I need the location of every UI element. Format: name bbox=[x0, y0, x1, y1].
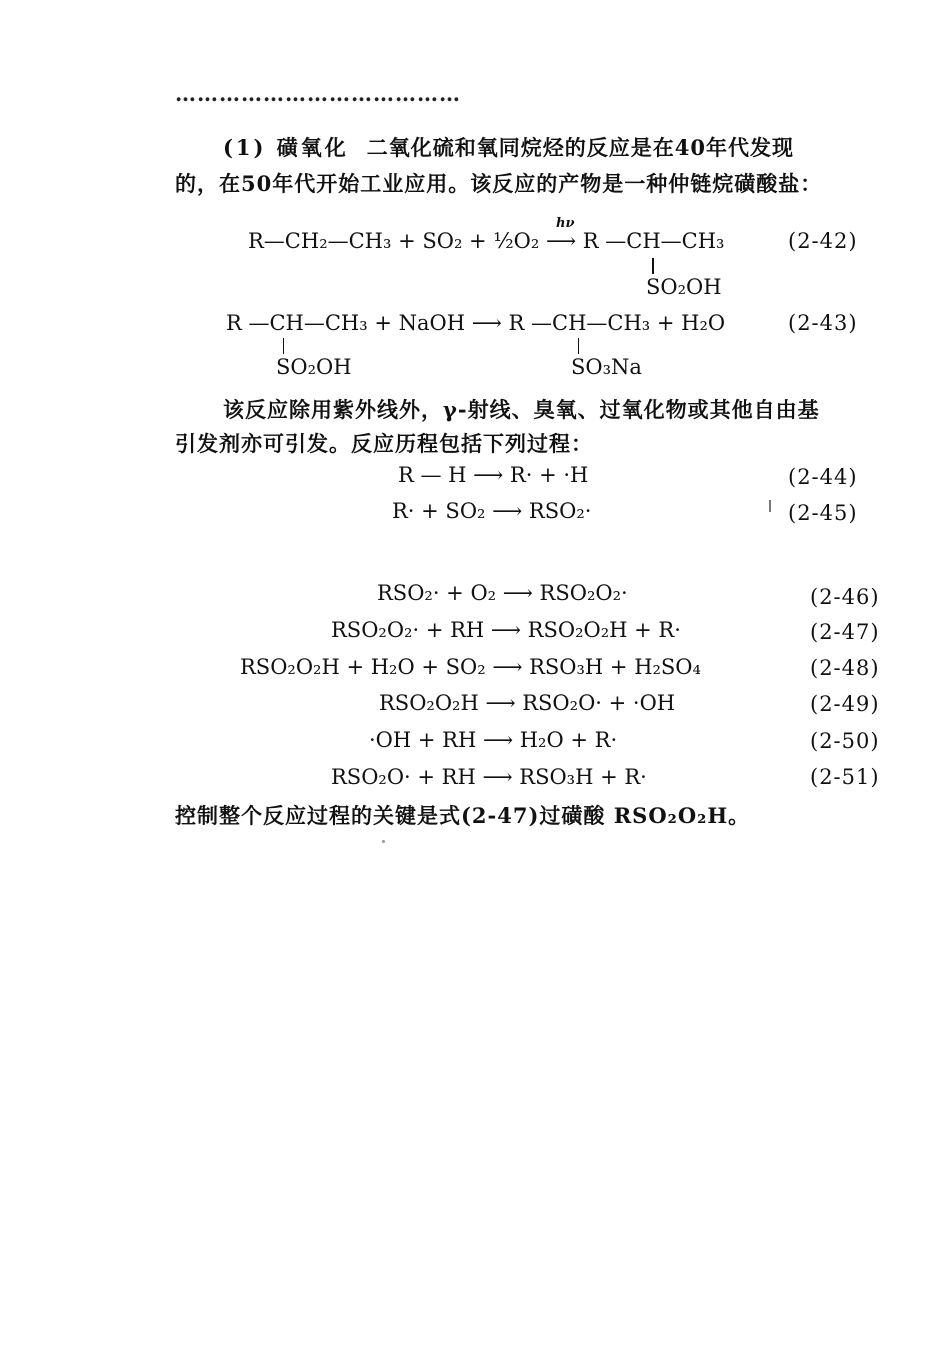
paragraph-2-line-2: 引发剂亦可引发。反应历程包括下列过程： bbox=[175, 431, 593, 456]
eq42-arrow-label: hν bbox=[556, 216, 575, 231]
scan-speck bbox=[382, 840, 385, 843]
eq48-number: (2-48) bbox=[810, 656, 880, 680]
eq45-number: (2-45) bbox=[788, 501, 858, 525]
equation-2-50: ·OH + RH ⟶ H₂O + R· bbox=[369, 728, 618, 752]
cut-off-top-line bbox=[175, 81, 495, 110]
equation-2-51: RSO₂O· + RH ⟶ RSO₃H + R· bbox=[331, 765, 647, 789]
eq43-reactant-bond bbox=[283, 338, 284, 354]
eq43-product-substituent: SO₃Na bbox=[571, 355, 642, 379]
eq42-number: (2-42) bbox=[788, 229, 858, 253]
section-lead: (1) 磺氧化 bbox=[223, 135, 349, 160]
conclusion-line: 控制整个反应过程的关键是式(2-47)过磺酸 RSO₂O₂H。 bbox=[175, 803, 751, 828]
eq44-number: (2-44) bbox=[788, 465, 858, 489]
eq42-arrow: ⟶ bbox=[539, 229, 583, 253]
eq42-product: R —CH—CH₃ bbox=[582, 229, 725, 253]
eq51-number: (2-51) bbox=[810, 765, 880, 789]
cut-off-top-line-text: ………………………………… bbox=[175, 81, 461, 106]
eq43-product: R —CH—CH₃ + H₂O bbox=[508, 311, 726, 335]
paragraph-1-line-2: 的，在50年代开始工业应用。该反应的产物是一种仲链烷磺酸盐： bbox=[175, 171, 823, 196]
eq49-number: (2-49) bbox=[810, 692, 880, 716]
eq43-product-bond bbox=[578, 338, 579, 354]
equation-2-48: RSO₂O₂H + H₂O + SO₂ ⟶ RSO₃H + H₂SO₄ bbox=[240, 655, 701, 679]
eq43-reactant-substituent: SO₂OH bbox=[276, 355, 352, 379]
equation-2-49: RSO₂O₂H ⟶ RSO₂O· + ·OH bbox=[379, 691, 676, 715]
equation-2-43 bbox=[226, 310, 725, 336]
eq42-bond-line bbox=[652, 258, 654, 274]
equation-2-46: RSO₂· + O₂ ⟶ RSO₂O₂· bbox=[377, 581, 628, 605]
eq43-reactant: R —CH—CH₃ + NaOH bbox=[226, 311, 466, 335]
equation-2-47: RSO₂O₂· + RH ⟶ RSO₂O₂H + R· bbox=[331, 618, 681, 642]
equation-2-44: R — H ⟶ R· + ·H bbox=[398, 463, 589, 487]
equation-2-42-left bbox=[248, 228, 724, 254]
paragraph-1-line-1 bbox=[175, 132, 865, 164]
eq47-number: (2-47) bbox=[810, 620, 880, 644]
eq46-number: (2-46) bbox=[810, 585, 880, 609]
eq42-reactants: R—CH₂—CH₃ + SO₂ + ½O₂ bbox=[248, 229, 540, 253]
eq50-number: (2-50) bbox=[810, 729, 880, 753]
eq43-arrow: ⟶ bbox=[465, 311, 509, 335]
equation-2-45: R· + SO₂ ⟶ RSO₂· bbox=[392, 499, 592, 523]
scan-mark bbox=[769, 500, 771, 512]
eq43-number: (2-43) bbox=[788, 311, 858, 335]
eq42-substituent: SO₂OH bbox=[646, 275, 722, 299]
paragraph-1-text-1: 二氧化硫和氧同烷烃的反应是在40年代发现 bbox=[366, 135, 795, 160]
paragraph-2-line-1: 该反应除用紫外线外，γ-射线、臭氧、过氧化物或其他自由基 bbox=[223, 397, 820, 422]
